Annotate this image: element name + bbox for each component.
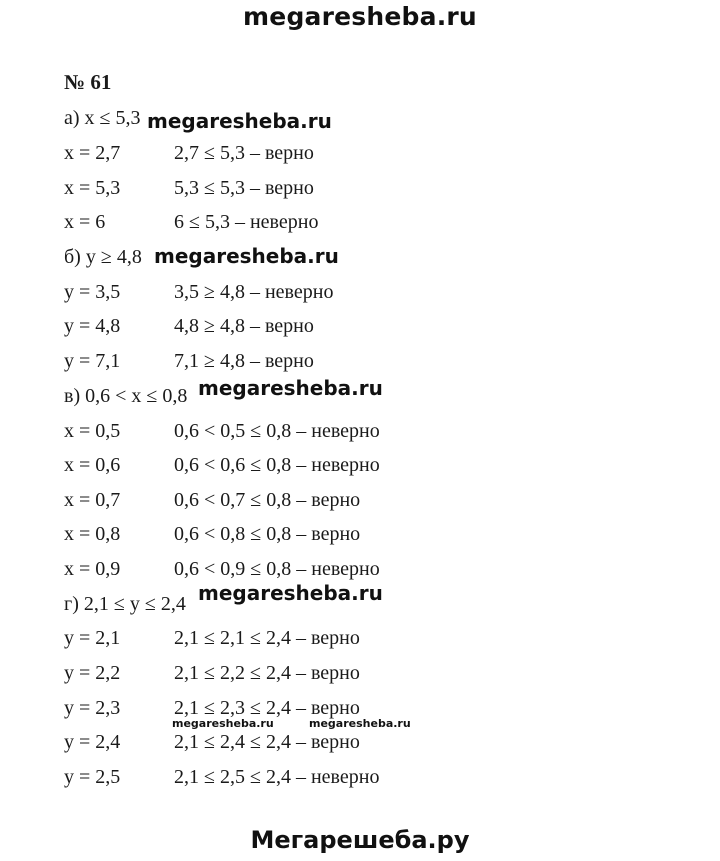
- variable-value: x = 0,7: [64, 489, 121, 511]
- inequality-check: 5,3 ≤ 5,3 – верно: [174, 177, 314, 199]
- variable-value: y = 2,2: [64, 662, 121, 684]
- variable-value: x = 0,5: [64, 420, 121, 442]
- solution-row: [64, 454, 684, 482]
- watermark: megaresheba.ru: [147, 109, 332, 133]
- variable-value: y = 3,5: [64, 281, 121, 303]
- site-header: megaresheba.ru: [243, 2, 477, 31]
- watermark-small: megaresheba.ru: [309, 717, 411, 730]
- variable-value: x = 6: [64, 211, 106, 233]
- inequality-check: 6 ≤ 5,3 – неверно: [174, 211, 319, 233]
- inequality-check: 2,1 ≤ 2,3 ≤ 2,4 – верно: [174, 697, 360, 719]
- watermark-small: megaresheba.ru: [172, 717, 274, 730]
- site-footer: Мегарешеба.ру: [250, 826, 470, 854]
- solution-row: [64, 731, 684, 759]
- part-v-header: в) 0,6 < x ≤ 0,8: [64, 385, 188, 407]
- inequality-check: 0,6 < 0,7 ≤ 0,8 – верно: [174, 489, 361, 511]
- solution-row: [64, 315, 684, 343]
- inequality-check: 2,1 ≤ 2,4 ≤ 2,4 – верно: [174, 731, 360, 753]
- variable-value: y = 2,1: [64, 627, 121, 649]
- part-a-header: а) x ≤ 5,3: [64, 107, 141, 129]
- variable-value: y = 2,4: [64, 731, 121, 753]
- solution-row: [64, 627, 684, 655]
- solution-row: [64, 281, 684, 309]
- solution-row: [64, 142, 684, 170]
- watermark: megaresheba.ru: [198, 376, 383, 400]
- solution-row: [64, 766, 684, 794]
- variable-value: y = 2,3: [64, 697, 121, 719]
- solution-row: [64, 523, 684, 551]
- inequality-check: 0,6 < 0,9 ≤ 0,8 – неверно: [174, 558, 380, 580]
- variable-value: y = 4,8: [64, 315, 121, 337]
- watermark: megaresheba.ru: [198, 581, 383, 605]
- variable-value: x = 2,7: [64, 142, 121, 164]
- variable-value: x = 0,9: [64, 558, 121, 580]
- variable-value: x = 0,6: [64, 454, 121, 476]
- inequality-check: 0,6 < 0,5 ≤ 0,8 – неверно: [174, 420, 380, 442]
- inequality-check: 7,1 ≥ 4,8 – верно: [174, 350, 314, 372]
- inequality-check: 0,6 < 0,6 ≤ 0,8 – неверно: [174, 454, 380, 476]
- problem-number: № 61: [64, 70, 112, 94]
- solution-row: [64, 177, 684, 205]
- inequality-check: 3,5 ≥ 4,8 – неверно: [174, 281, 334, 303]
- solution-row: [64, 350, 684, 378]
- inequality-check: 2,7 ≤ 5,3 – верно: [174, 142, 314, 164]
- part-g-header: г) 2,1 ≤ y ≤ 2,4: [64, 593, 186, 615]
- variable-value: y = 2,5: [64, 766, 121, 788]
- inequality-check: 4,8 ≥ 4,8 – верно: [174, 315, 314, 337]
- variable-value: y = 7,1: [64, 350, 121, 372]
- watermark: megaresheba.ru: [154, 244, 339, 268]
- part-b-header: б) y ≥ 4,8: [64, 246, 142, 268]
- solution-row: [64, 489, 684, 517]
- inequality-check: 2,1 ≤ 2,5 ≤ 2,4 – неверно: [174, 766, 380, 788]
- inequality-check: 2,1 ≤ 2,1 ≤ 2,4 – верно: [174, 627, 360, 649]
- variable-value: x = 0,8: [64, 523, 121, 545]
- inequality-check: 0,6 < 0,8 ≤ 0,8 – верно: [174, 523, 361, 545]
- inequality-check: 2,1 ≤ 2,2 ≤ 2,4 – верно: [174, 662, 360, 684]
- solution-row: [64, 420, 684, 448]
- solution-row: [64, 211, 684, 239]
- solution-row: [64, 662, 684, 690]
- variable-value: x = 5,3: [64, 177, 121, 199]
